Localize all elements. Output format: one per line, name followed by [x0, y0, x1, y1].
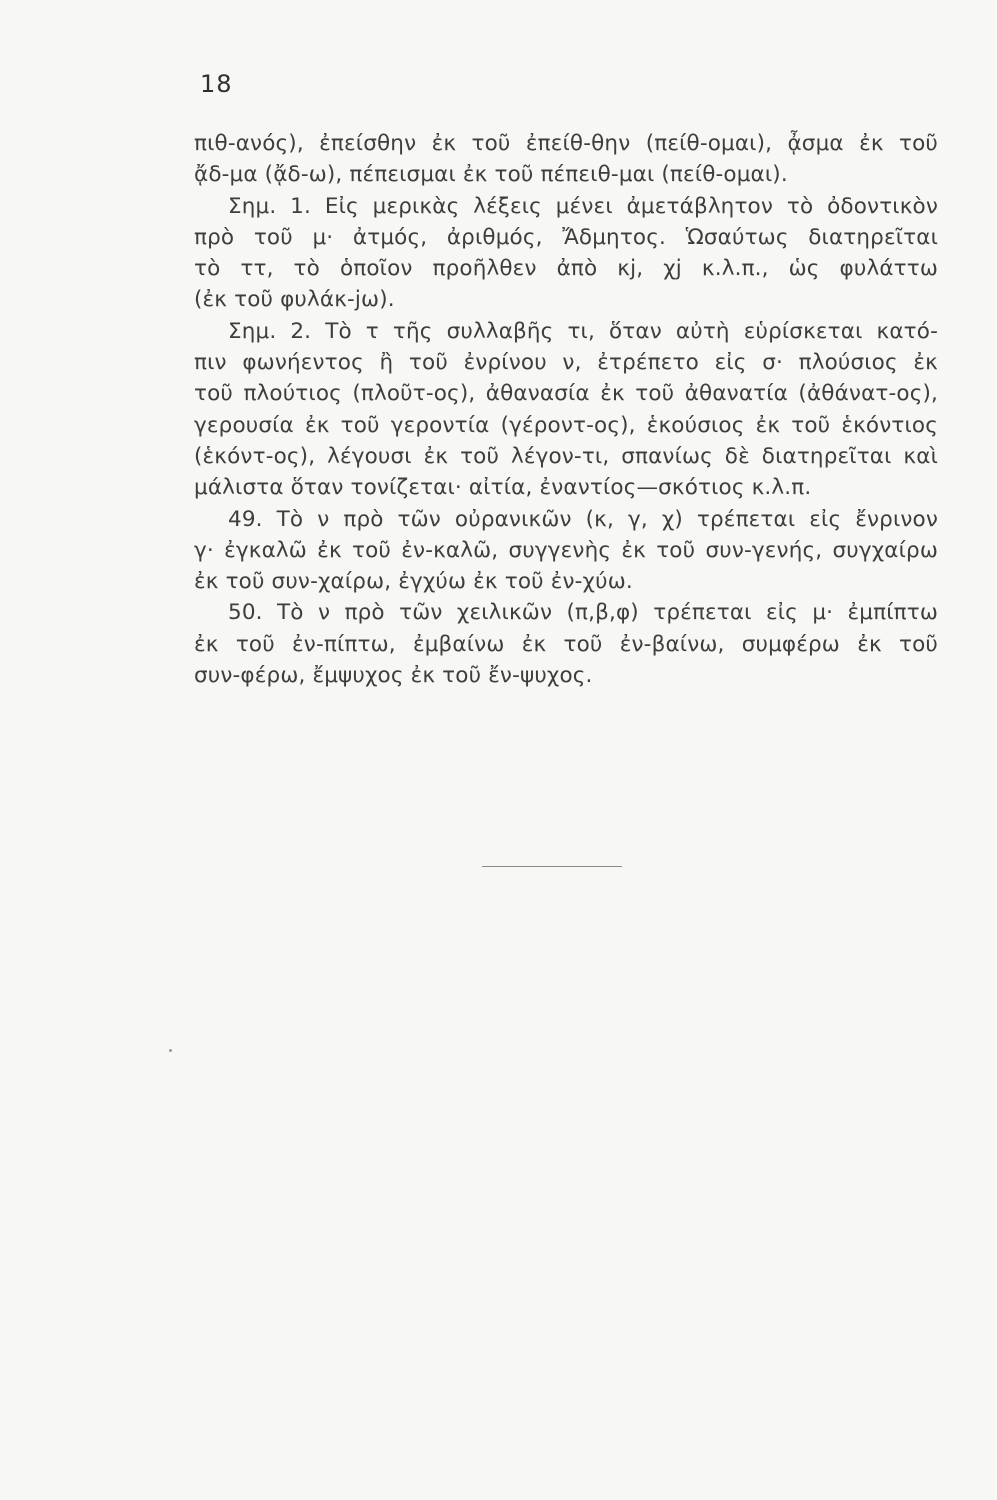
section-divider [482, 866, 622, 867]
text-line: 49. Τὸ ν πρὸ τῶν οὐρανικῶν (κ, γ, χ) τρέπεται εἰς ἔνρινον [228, 506, 938, 532]
text-line: ᾄδ-μα (ᾄδ-ω), πέπεισμαι ἐκ τοῦ πέπειθ-μαι (πείθ-ομαι). [194, 162, 788, 188]
text-line: ἐκ τοῦ συν-χαίρω, ἐγχύω ἐκ τοῦ ἐν-χύω. [194, 569, 633, 595]
text-line: Σημ. 1. Εἰς μερικὰς λέξεις μένει ἀμετάβλητον τὸ ὀδοντικὸν [228, 193, 938, 219]
page-number: 18 [200, 70, 233, 98]
text-line: πρὸ τοῦ μ· ἀτμός, ἀριθμός, Ἄδμητος. Ὡσαύτως διατηρεῖται [194, 224, 938, 250]
text-line: (ἐκ τοῦ φυλάκ-jω). [194, 287, 395, 313]
text-line: πιθ-ανός), ἐπείσθην ἐκ τοῦ ἐπείθ-θην (πείθ-ομαι), ᾆσμα ἐκ τοῦ [194, 131, 938, 156]
text-line: συν-φέρω, ἔμψυχος ἐκ τοῦ ἔν-ψυχος. [194, 663, 593, 689]
text-line: ἐκ τοῦ ἐν-πίπτω, ἐμβαίνω ἐκ τοῦ ἐν-βαίνω, συμφέρω ἐκ τοῦ [194, 631, 938, 657]
body-text [194, 128, 938, 691]
text-line: γ· ἐγκαλῶ ἐκ τοῦ ἐν-καλῶ, συγγενὴς ἐκ τοῦ συν-γενής, συγχαίρω [194, 537, 938, 563]
text-line: μάλιστα ὅταν τονίζεται· αἰτία, ἐναντίος—σκότιος κ.λ.π. [194, 475, 812, 501]
text-line: (ἑκόντ-ος), λέγουσι ἐκ τοῦ λέγον-τι, σπανίως δὲ διατηρεῖται καὶ [194, 443, 938, 469]
text-line: τοῦ πλούτιος (πλοῦτ-ος), ἀθανασία ἐκ τοῦ ἀθανατία (ἀθάνατ-ος), [194, 381, 938, 407]
paper-speck [169, 1049, 172, 1052]
text-line: γερουσία ἐκ τοῦ γεροντία (γέροντ-ος), ἑκούσιος ἐκ τοῦ ἑκόντιος [194, 412, 938, 438]
text-line: Σημ. 2. Τὸ τ τῆς συλλαβῆς τι, ὅταν αὐτὴ εὑρίσκεται κατό- [228, 318, 938, 344]
text-line: 50. Τὸ ν πρὸ τῶν χειλικῶν (π,β,φ) τρέπεται εἰς μ· ἐμπίπτω [228, 600, 938, 626]
text-line: πιν φωνήεντος ἢ τοῦ ἐνρίνου ν, ἐτρέπετο εἰς σ· πλούσιος ἐκ [194, 350, 938, 376]
text-line: τὸ ττ, τὸ ὁποῖον προῆλθεν ἀπὸ κj, χj κ.λ.π., ὡς φυλάττω [194, 256, 938, 282]
